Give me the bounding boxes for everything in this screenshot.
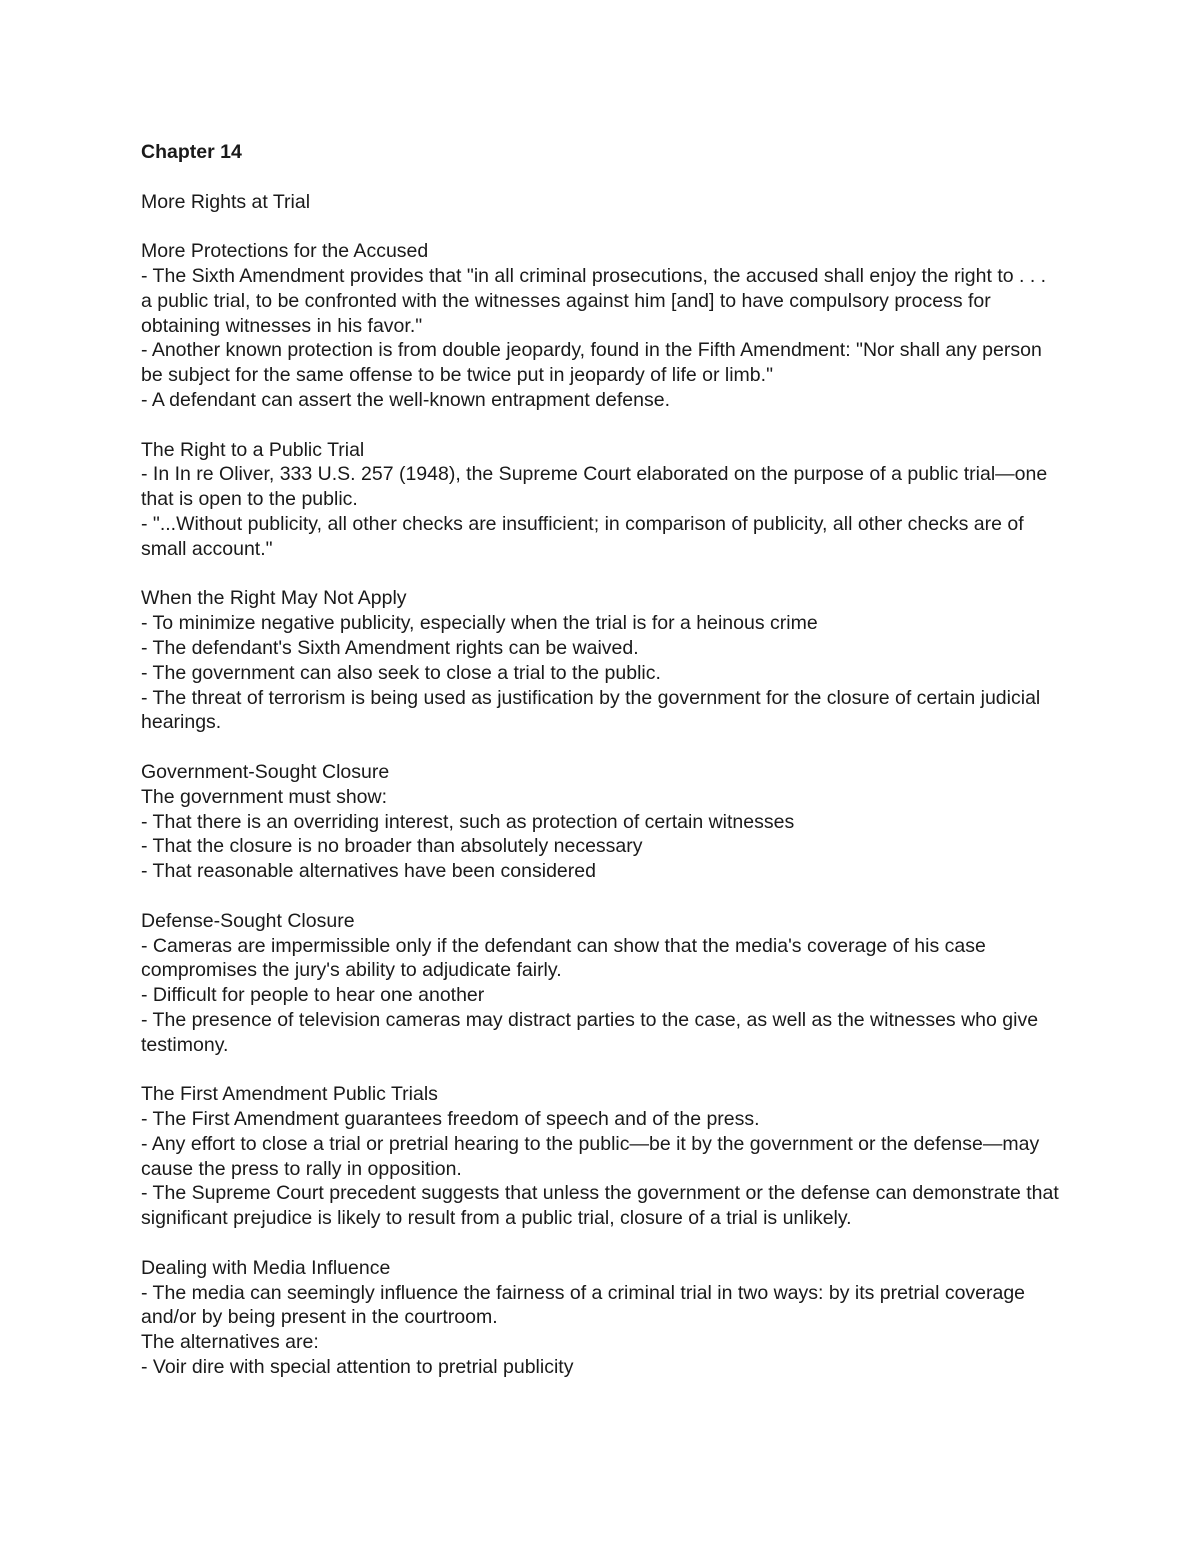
bullet-line: - "...Without publicity, all other checks are insufficient; in comparison of publicity, all other checks are of small account." [141,512,1030,560]
section-heading: The Right to a Public Trial [141,438,365,461]
chapter-subtitle: More Rights at Trial [141,190,311,213]
section-heading: More Protections for the Accused [141,240,429,263]
section-first-amendment-public-trials [141,1082,1065,1231]
bullet-line: - Cameras are impermissible only if the defendant can show that the media's coverage of his case compromises the jury's ability to adjudicate fairly. [141,934,992,982]
bullet-line: - In In re Oliver, 333 U.S. 257 (1948), the Supreme Court elaborated on the purpose of a public trial—one that is open to the public. [141,463,1053,511]
bullet-line: - A defendant can assert the well-known entrapment defense. [141,388,670,411]
bullet-line: - The threat of terrorism is being used as justification by the government for the closure of certain judicial hearings. [141,686,1046,734]
section-heading: Defense-Sought Closure [141,909,355,932]
bullet-line: - The Supreme Court precedent suggests that unless the government or the defense can demonstrate that significant prejudice is likely to result from a public trial, closure of a trial is unlikely. [141,1182,1065,1230]
bullet-line: - The presence of television cameras may distract parties to the case, as well as the witnesses who give testimony. [141,1008,1044,1056]
bullet-line: - The media can seemingly influence the fairness of a criminal trial in two ways: by its pretrial coverage and/or by being present in the courtroom. [141,1281,1031,1329]
bullet-line: - That the closure is no broader than absolutely necessary [141,835,643,858]
bullet-line: - The Sixth Amendment provides that "in all criminal prosecutions, the accused shall enjoy the right to . . . a public trial, to be confronted with the witnesses against him [and] to have compulsory process for obtaining witnesses in his favor." [141,264,1052,337]
bullet-line: - The First Amendment guarantees freedom of speech and of the press. [141,1108,760,1131]
bullet-line: - Any effort to close a trial or pretrial hearing to the public—be it by the government or the defense—may cause the press to rally in opposition. [141,1132,1045,1180]
section-heading: The First Amendment Public Trials [141,1083,438,1106]
section-heading: Government-Sought Closure [141,760,390,783]
bullet-line: - Voir dire with special attention to pretrial publicity [141,1356,574,1379]
bullet-line: - The government can also seek to close a trial to the public. [141,661,661,684]
section-more-protections [141,239,1061,413]
section-public-trial [141,438,1061,562]
bullet-line: - To minimize negative publicity, especially when the trial is for a heinous crime [141,612,818,635]
bullet-line: - Difficult for people to hear one another [141,984,485,1007]
section-right-may-not-apply [141,586,1061,735]
section-heading: When the Right May Not Apply [141,587,407,610]
text-line: The government must show: [141,785,388,808]
bullet-line: - That reasonable alternatives have been considered [141,860,596,883]
bullet-line: - The defendant's Sixth Amendment rights can be waived. [141,636,639,659]
document-page [141,140,1065,1380]
section-government-sought-closure [141,760,1061,884]
section-defense-sought-closure [141,909,1061,1058]
bullet-line: - That there is an overriding interest, such as protection of certain witnesses [141,810,795,833]
chapter-title: Chapter 14 [141,141,242,163]
text-line: The alternatives are: [141,1331,319,1354]
section-heading: Dealing with Media Influence [141,1256,391,1279]
section-media-influence [141,1256,1061,1380]
bullet-line: - Another known protection is from double jeopardy, found in the Fifth Amendment: "Nor shall any person be subject for the same offense to be twice put in jeopardy of life or limb." [141,339,1048,387]
